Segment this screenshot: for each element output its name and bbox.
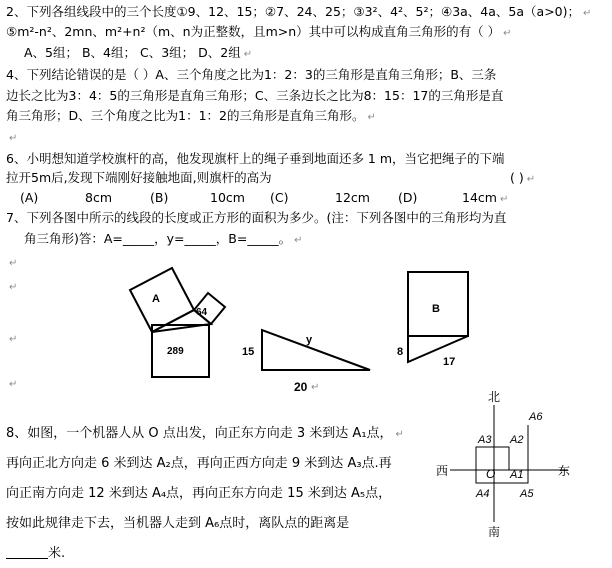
fig2-label-y: y <box>306 334 313 346</box>
q2-line1: 2、下列各组线段中的三个长度①9、12、15；②7、24、25；③3²、4²、5²；④3a、4a、5a（a>0)； ↵ <box>6 4 592 19</box>
q8-line1: 8、如图，一个机器人从 O 点出发，向正东方向走 3 米到达 A₁点， ↵ <box>6 426 404 441</box>
return-mark: ↵ <box>311 382 320 393</box>
blank-line: ↵ <box>9 379 18 390</box>
north-label: 北 <box>488 390 501 404</box>
q4-line3: 角三角形；D、三个角度之比为1：1：2的三角形是直角三角形。 ↵ <box>6 108 376 123</box>
q8-line2: 再向正北方向走 6 米到达 A₂点，再向正西方向走 9 米到达 A₃点.再 <box>6 456 392 471</box>
a2-label: A2 <box>510 434 524 446</box>
q6-option-a-value: 8cm <box>85 190 113 205</box>
fig1-label-64: 64 <box>196 307 208 318</box>
q6-line2: 拉开5m后,发现下端刚好接触地面,则旗杆的高为 <box>6 170 272 185</box>
q6-option-b: (B) <box>150 190 169 205</box>
q7-line1: 7、下列各图中所示的线段的长度或正方形的面积为多少。(注：下列各图中的三角形均为直 <box>6 210 507 225</box>
answer-blank <box>6 546 48 559</box>
fig2-label-15: 15 <box>242 346 255 358</box>
q4-line2: 边长之比为3：4：5的三角形是直角三角形；C、三条边长之比为8：15：17的三角形是直 <box>6 88 504 103</box>
a1-label: A1 <box>510 469 524 481</box>
figure-squares-triangle <box>130 268 225 377</box>
fig1-label-289: 289 <box>167 346 184 357</box>
triangle-y <box>262 330 370 370</box>
robot-path-diagram <box>450 405 571 522</box>
q8-line3: 向正南方向走 12 米到达 A₄点，再向正东方向走 15 米到达 A₅点， <box>6 486 392 501</box>
fig3-label-17: 17 <box>443 356 456 368</box>
q6-option-b-value: 10cm <box>210 190 245 205</box>
origin-label: O <box>486 467 496 481</box>
square-a <box>130 268 194 332</box>
q6-option-d-value: 14cm ↵ <box>462 190 509 205</box>
fig1-label-a: A <box>152 293 160 305</box>
q6-option-c-value: 12cm <box>335 190 370 205</box>
south-label: 南 <box>488 525 501 539</box>
q6-option-c: (C) <box>270 190 289 205</box>
q2-line2: ⑤m²-n²、2mn、m²+n²（m、n为正整数，且m>n）其中可以构成直角三角形的有（ ） ↵ <box>6 24 512 39</box>
q6-option-d: (D) <box>398 190 418 205</box>
a3-label: A3 <box>478 434 492 446</box>
q2-options: A、5组； B、4组； C、3组； D、2组 ↵ <box>24 45 253 60</box>
q8-line4: 按如此规律走下去，当机器人走到 A₆点时，离队点的距离是 <box>6 516 350 531</box>
blank-line: ↵ <box>9 133 18 144</box>
figure-square-b <box>408 272 468 362</box>
west-label: 西 <box>436 464 449 478</box>
blank-line: ↵ <box>9 334 18 345</box>
figure-triangle-y <box>262 330 370 370</box>
q6-option-a: (A) <box>20 190 39 205</box>
a4-label: A4 <box>476 488 490 500</box>
blank-line: ↵ <box>9 282 18 293</box>
q7-line2: 角三角形)答：A=_____，y=_____，B=_____。 ↵ <box>24 231 303 246</box>
q6-line1: 6、小明想知道学校旗杆的高，他发现旗杆上的绳子垂到地面还多 1 m，当它把绳子的下端 <box>6 151 505 166</box>
blank-line: ↵ <box>9 258 18 269</box>
fig3-label-b: B <box>432 303 440 315</box>
q6-answer-paren: ( ) ↵ <box>510 170 536 185</box>
a5-label: A5 <box>520 488 534 500</box>
a6-label: A6 <box>529 411 543 423</box>
fig3-label-8: 8 <box>397 346 404 358</box>
triangle-8-17 <box>408 336 468 362</box>
q4-line1: 4、下列结论错误的是（ ）A、三个角度之比为1：2：3的三角形是直角三角形；B、三条 <box>6 67 497 82</box>
fig2-label-20: 20 <box>294 380 308 394</box>
east-label: 东 <box>558 464 571 478</box>
q8-line5: 米. <box>6 545 65 563</box>
